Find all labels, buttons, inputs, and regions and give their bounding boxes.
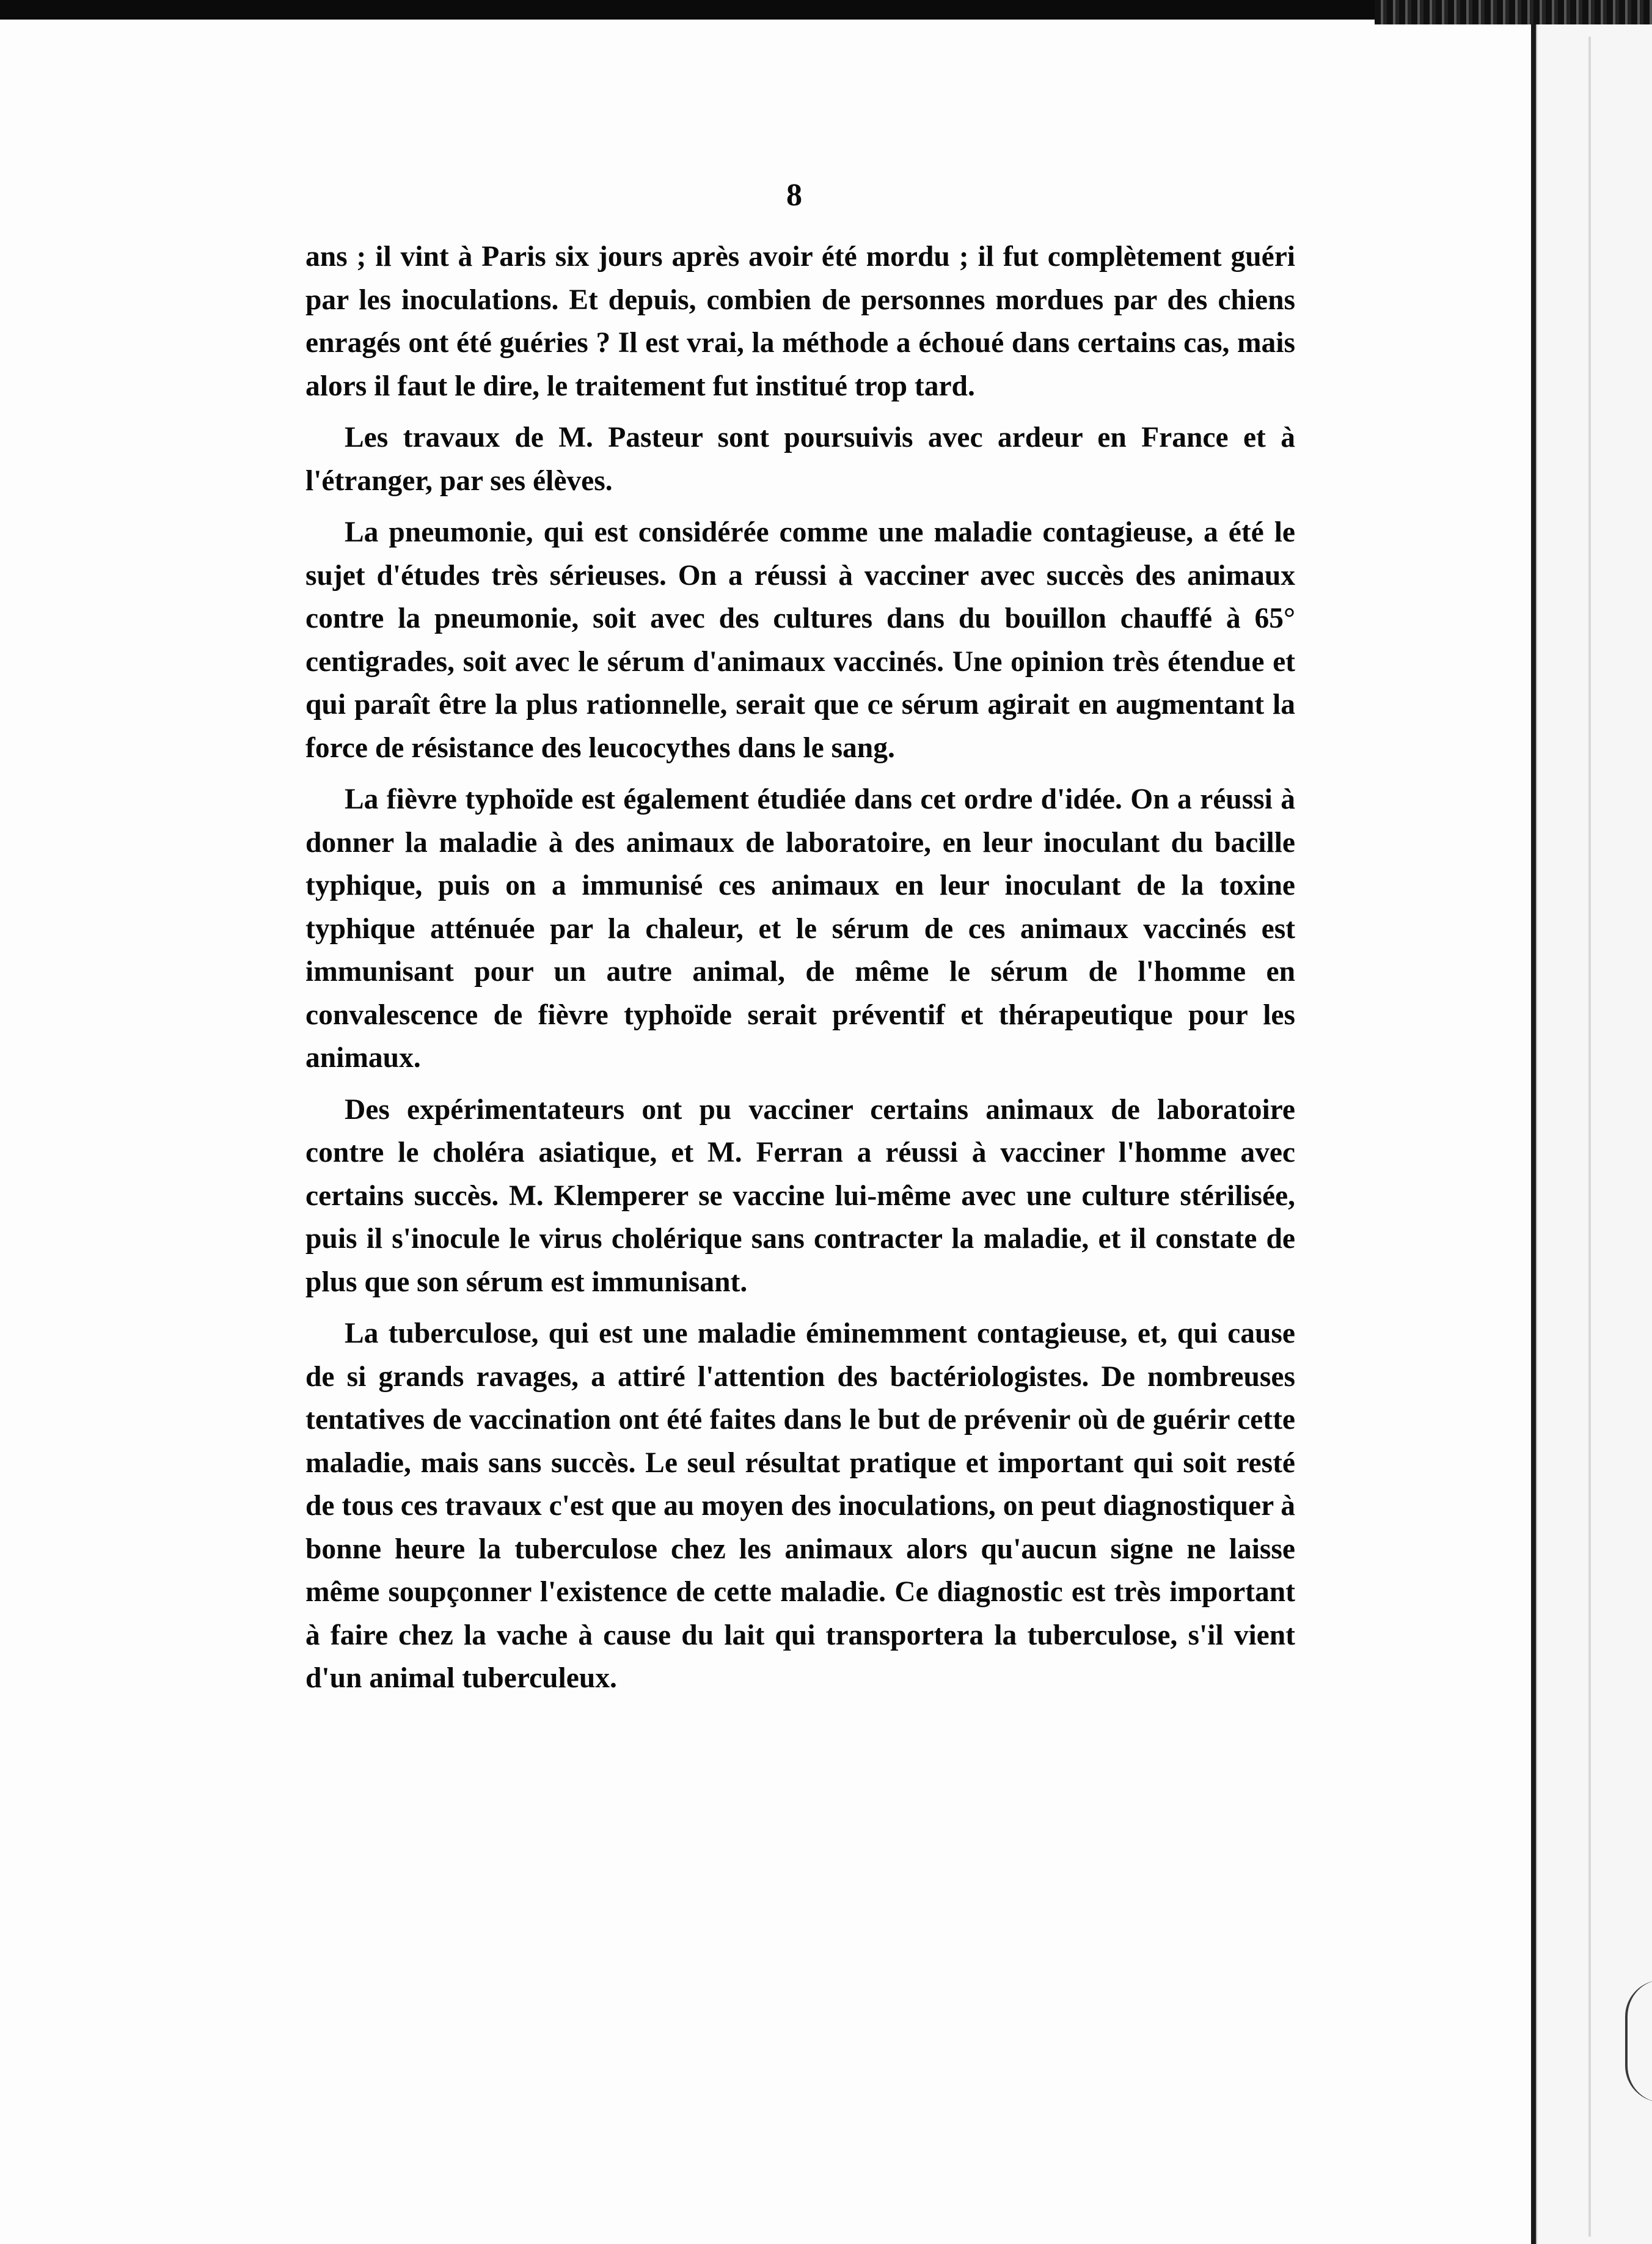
page-edge	[1531, 24, 1536, 2244]
paragraph: Des expérimentateurs ont pu vacciner certains animaux de laboratoire contre le choléra asiatique, et M. Ferran a réussi à vacciner l'homme avec certains succès. M. Klemperer se vaccine lui-même avec une culture stérilisée, puis il s'inocule le virus cholérique sans contracter la maladie, et il constate de plus que son sérum est immunisant.	[305, 1093, 1295, 1298]
body-text	[305, 235, 1295, 1709]
paragraph: La pneumonie, qui est considérée comme une maladie contagieuse, a été le sujet d'études très sérieuses. On a réussi à vacciner avec succès des animaux contre la pneumonie, soit avec des cultures dans du bouillon chauffé à 65° centigrades, soit avec le sérum d'animaux vaccinés. Une opinion très étendue et qui paraît être la plus rationnelle, serait que ce sérum agirait en augmentant la force de résistance des leucocythes dans le sang.	[305, 516, 1295, 764]
paragraph: ans ; il vint à Paris six jours après avoir été mordu ; il fut complètement guéri par les inoculations. Et depuis, combien de personnes mordues par des chiens enragés ont été guéries ? Il est vrai, la méthode a échoué dans certains cas, mais alors il faut le dire, le traitement fut institué trop tard.	[305, 241, 1295, 402]
adjacent-page	[1536, 24, 1652, 2244]
paragraph: La fièvre typhoïde est également étudiée dans cet ordre d'idée. On a réussi à donner la maladie à des animaux de laboratoire, en leur inoculant du bacille typhique, puis on a immunisé ces animaux en leur inoculant de la toxine typhique atténuée par la chaleur, et le sérum de ces animaux vaccinés est immunisant pour un autre animal, de même le sérum de l'homme en convalescence de fièvre typhoïde serait préventif et thérapeutique pour les animaux.	[305, 783, 1295, 1074]
adjacent-page-line	[1588, 37, 1591, 2237]
paragraph: La tuberculose, qui est une maladie éminemment contagieuse, et, qui cause de si grands ravages, a attiré l'attention des bactériologistes. De nombreuses tentatives de vaccination ont été faites dans le but de prévenir où de guérir cette maladie, mais sans succès. Le seul résultat pratique et important qui soit resté de tous ces travaux c'est que au moyen des inoculations, on peut diagnostiquer à bonne heure la tuberculose chez les animaux alors qu'aucun signe ne laisse même soupçonner l'existence de cette maladie. Ce diagnostic est très important à faire chez la vache à cause du lait qui transportera la tuberculose, s'il vient d'un animal tuberculeux.	[305, 1318, 1295, 1694]
scan-top-right-texture	[1375, 0, 1652, 24]
paragraph: Les travaux de M. Pasteur sont poursuivis avec ardeur en France et à l'étranger, par ses élèves.	[305, 422, 1295, 497]
page-number: 8	[786, 178, 802, 213]
